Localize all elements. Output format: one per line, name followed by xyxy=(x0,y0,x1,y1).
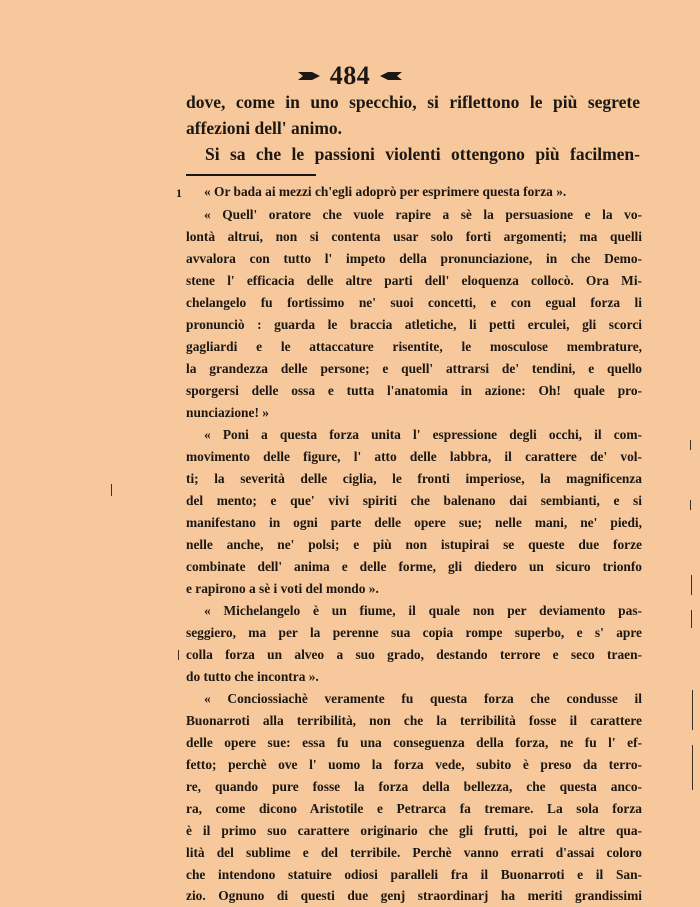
footnote-line: sporgersi delle ossa e tutta l'anatomia in azione: Oh! quale pro- xyxy=(186,383,642,398)
scan-mark xyxy=(692,745,693,790)
footnote-line: delle opere sue: essa fu una conseguenza della forza, ne fu l' ef- xyxy=(186,735,642,750)
footnote-line: chelangelo fu fortissimo ne' suoi concetti, e con egual forza li xyxy=(186,295,642,310)
footnote-line: avvalora con tutto l' impeto della pronunciazione, in che Demo- xyxy=(186,251,642,266)
scan-mark xyxy=(692,690,693,730)
footnote-marker: 1 xyxy=(176,186,182,200)
footnote-line: « Quell' oratore che vuole rapire a sè la persuasione e la vo- xyxy=(204,207,642,222)
footnote-line: nelle anche, ne' polsi; e più non istupirai se queste due forze xyxy=(186,537,642,552)
text-line: affezioni dell' animo. xyxy=(186,118,343,138)
footnote-line: gagliardi e le attaccature risentite, le mosculose membrature, xyxy=(186,339,642,354)
footnote-line: zio. Ognuno di questi due genj straordinarj ha meriti grandissimi xyxy=(186,888,642,903)
footnote-separator xyxy=(186,174,316,176)
scan-mark xyxy=(691,575,692,595)
footnote-line: che intendono statuire odiosi paralleli fra il Buonarroti e il San- xyxy=(186,867,642,882)
footnote-line: ra, come dicono Aristotile e Petrarca fa tremare. La sola forza xyxy=(186,801,642,816)
text-line: Si sa che le passioni violenti ottengono più facilmen- xyxy=(205,144,640,164)
footnote-line: « Conciossiachè veramente fu questa forza che condusse il xyxy=(204,691,642,706)
footnote-line: è il primo suo carattere originario che gli frutti, poi le altre qua- xyxy=(186,823,642,838)
footnote-line: lontà altrui, non si contenta usar solo forti argomenti; ma quelli xyxy=(186,229,642,244)
footnote-line: « Poni a questa forza unita l' espressione degli occhi, il com- xyxy=(204,427,642,442)
footnote-line: e rapirono a sè i voti del mondo ». xyxy=(186,581,379,596)
page-header xyxy=(0,58,700,94)
footnote-line: manifestano in ogni parte delle opere sue; nelle mani, ne' piedi, xyxy=(186,515,642,530)
footnote-line: re, quando pure fosse la forza della bellezza, che questa anco- xyxy=(186,779,642,794)
footnote-line: la grandezza delle persone; e quell' attrarsi de' tendini, e quello xyxy=(186,361,642,376)
footnote-line: colla forza un alveo a suo grado, destando terrore e seco traen- xyxy=(186,647,642,662)
scan-mark xyxy=(691,610,692,628)
footnote-line: del mento; e que' vivi spiriti che balenano dai sembianti, e si xyxy=(186,493,642,508)
footnote-line: movimento delle figure, l' atto delle labbra, il carattere de' vol- xyxy=(186,449,642,464)
footnote-line: lità del sublime e del terribile. Perchè vanno errati d'assai coloro xyxy=(186,845,642,860)
footnote-line: nunciazione! » xyxy=(186,405,269,420)
footnote-line: « Michelangelo è un fiume, il quale non per deviamento pas- xyxy=(204,603,642,618)
scan-mark xyxy=(690,500,691,510)
scan-mark xyxy=(111,484,112,496)
footnote-line: combinate dell' anima e delle forme, gli diedero un sicuro trionfo xyxy=(186,559,642,574)
footnote-line: ti; la severità delle ciglia, le fronti imperiose, la magnificenza xyxy=(186,471,642,486)
scan-mark xyxy=(178,650,179,660)
page-number: 484 xyxy=(329,61,371,90)
footnote-line: pronunciò : guarda le braccia atletiche, li petti erculei, gli scorci xyxy=(186,317,642,332)
footnote-line: « Or bada ai mezzi ch'egli adoprò per esprimere questa forza ». xyxy=(204,184,567,199)
left-ornament-icon xyxy=(298,69,320,83)
footnote-line: Buonarroti alla terribilità, non che la terribilità fosse il carattere xyxy=(186,713,642,728)
right-ornament-icon xyxy=(380,69,402,83)
text-line: dove, come in uno specchio, si riflettono le più segrete xyxy=(186,92,640,112)
footnote-line: do tutto che incontra ». xyxy=(186,669,319,684)
footnote-line: fetto; perchè ove l' uomo la forza vede, subito è preso da terro- xyxy=(186,757,642,772)
footnote-line: stene l' efficacia delle altre parti dell' eloquenza collocò. Ora Mi- xyxy=(186,273,642,288)
footnote-line: seggiero, ma per la perenne sua copia rompe superbo, e s' apre xyxy=(186,625,642,640)
scan-mark xyxy=(690,440,691,450)
